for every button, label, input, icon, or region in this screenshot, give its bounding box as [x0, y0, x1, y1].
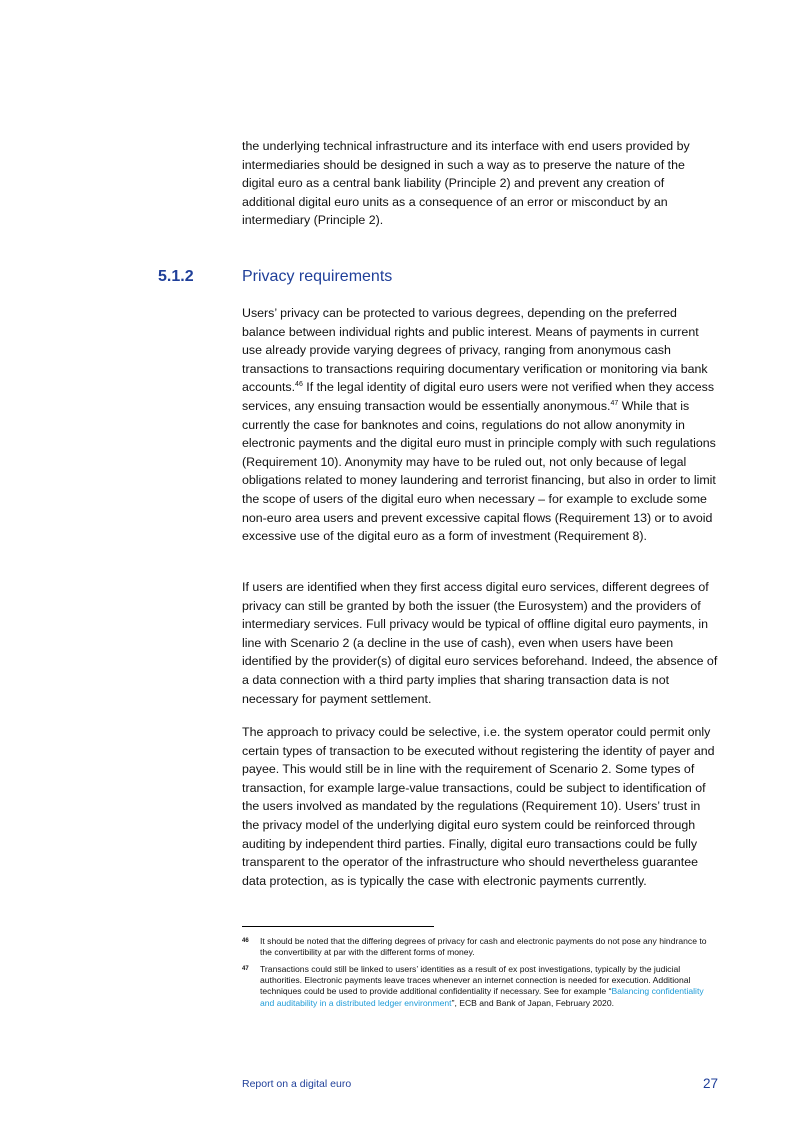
paragraph-1-text-b: If the legal identity of digital euro users were not verified when they access services, any ensuing transaction would be essentially anonymous. — [242, 380, 715, 413]
footnote-text: It should be noted that the differing degrees of privacy for cash and electronic payments do not pose any hindrance to the convertibility at par with the different forms of money. — [260, 936, 707, 958]
paragraph-1-text-c: While that is currently the case for banknotes and coins, regulations do not allow anonymity in electronic payments and the digital euro must in principle comply with such regulations (Requirement 10). Anonymity may have to be ruled out, not only because of legal obligations related to money laundering and terrorist financing, but also in order to limit the scope of users of the digital euro when necessary – for example to exclude some non-euro area users and prevent excessive capital flows (Requirement 13) or to avoid excessive use of the digital euro as a form of investment (Requirement 8). — [242, 398, 716, 544]
footer-report-title: Report on a digital euro — [242, 1078, 352, 1090]
section-number: 5.1.2 — [158, 268, 194, 285]
footnote-ref-46[interactable]: 46 — [295, 381, 303, 389]
footnote-47 — [242, 964, 720, 1009]
page-number: 27 — [702, 1076, 718, 1091]
intro-paragraph: the underlying technical infrastructure and its interface with end users provided by intermediaries should be designed in such a way as to preserve the nature of the digital euro as a central bank liability (Principle 2) and prevent any creation of additional digital euro units as a consequence of an error or misconduct by an intermediary (Principle 2). — [242, 139, 690, 228]
footnote-46 — [242, 936, 720, 958]
footnote-divider — [242, 926, 434, 927]
footnote-number: 46 — [242, 938, 249, 944]
footnote-text-before: Transactions could still be linked to users’ identities as a result of ex post investigations, typically by the judicial authorities. Electronic payments leave traces whenever an internet connection is needed for execution. Additional techniques could be used to provide additional confidentiality if necessary. See for example “ — [260, 964, 691, 997]
footnote-text-after: ”, ECB and Bank of Japan, February 2020. — [451, 997, 614, 1008]
privacy-paragraph-2: If users are identified when they first access digital euro services, different degrees of privacy can still be granted by both the issuer (the Eurosystem) and the providers of intermediary services. Full privacy would be typical of offline digital euro payments, in line with Scenario 2 (a decline in the use of cash), even when users have been identified by the provider(s) of digital euro services beforehand. Indeed, the absence of a data connection with a third party implies that sharing transaction data is not necessary for payment settlement. — [242, 580, 718, 706]
footnote-text — [260, 964, 720, 1009]
paragraph-1-text-a: Users’ privacy can be protected to various degrees, depending on the preferred balance between individual rights and public interest. Means of payments in current use already provide varying degrees of privacy, ranging from anonymous cash transactions to transactions requiring documentary verification or monitoring via bank accounts. — [242, 306, 708, 395]
footnote-link[interactable]: Balancing confidentiality and auditability in a distributed ledger environment — [260, 986, 704, 1008]
privacy-paragraph-3: The approach to privacy could be selective, i.e. the system operator could permit only certain types of transaction to be executed without registering the identity of payer and payee. This would still be in line with the requirement of Scenario 2. Some types of transaction, for example large-value transactions, could be subject to identification of the users involved as mandated by the regulations (Requirement 10). Users’ trust in the privacy model of the underlying digital euro system could be reinforced through auditing by independent third parties. Finally, digital euro transactions could be fully transparent to the operator of the infrastructure who should nevertheless guarantee data protection, as is typically the case with electronic payments currently. — [242, 725, 715, 888]
privacy-paragraph-1 — [242, 304, 720, 546]
section-title: Privacy requirements — [242, 268, 393, 285]
footnote-ref-47[interactable]: 47 — [610, 399, 619, 407]
footnote-number: 47 — [242, 966, 249, 972]
